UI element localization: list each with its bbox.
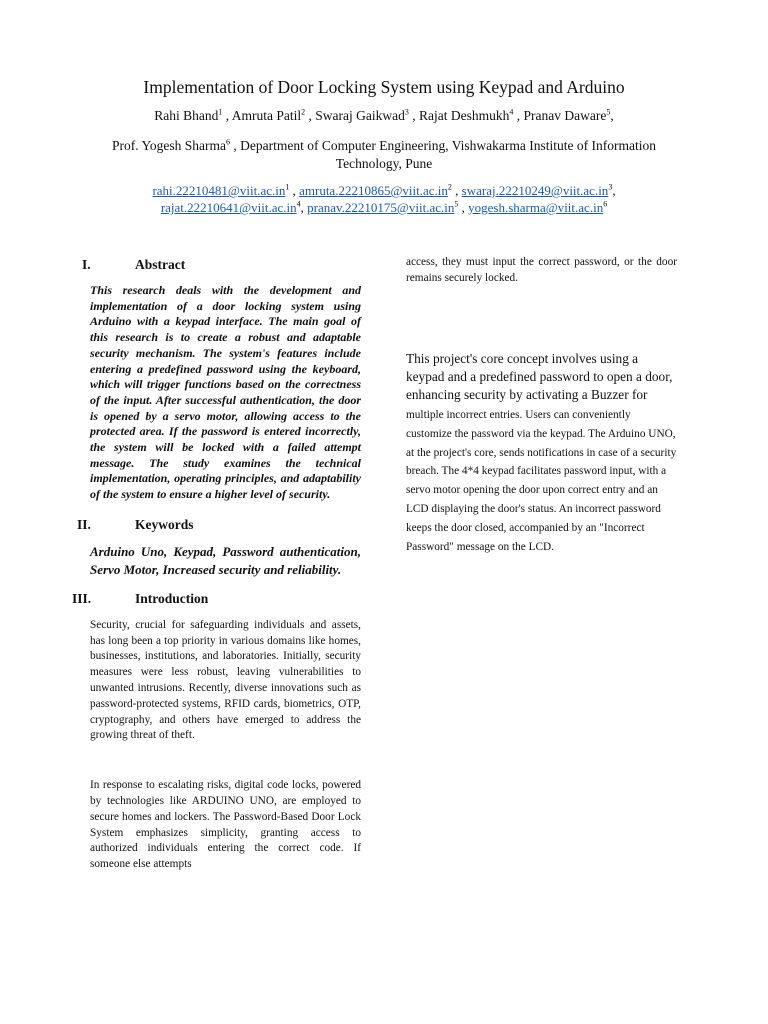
affiliation-sup: 6 bbox=[226, 137, 231, 147]
paper-title: Implementation of Door Locking System using Keypad and Arduino bbox=[143, 77, 625, 97]
author-name: Pranav Daware bbox=[523, 108, 607, 123]
author-name: Rajat Deshmukh bbox=[419, 108, 510, 123]
author-name: Amruta Patil bbox=[231, 108, 302, 123]
concept-paragraph bbox=[406, 350, 677, 556]
email-list: $rahi.22210481@viit.ac.in^1$ , $amruta.22210865@viit.ac.in^2$ , $swaraj.22210249@viit.ac.in^3$, $rajat.22210641@viit.ac.in^4$, $pranav.22210175@viit.ac.in^5$ , $yogesh.sharma@viit.ac.in^6$ bbox=[152, 182, 616, 215]
section-heading-introduction bbox=[72, 589, 361, 609]
section-number: III. bbox=[72, 590, 92, 606]
email-link[interactable]: swaraj.22210249@viit.ac.in bbox=[461, 183, 609, 198]
email-link[interactable]: yogesh.sharma@viit.ac.in bbox=[468, 200, 604, 215]
email-link[interactable]: amruta.22210865@viit.ac.in bbox=[299, 183, 448, 198]
abstract-text: This research deals with the development and implementation of a door locking system using Arduino with a keypad interface. The main goal of this research is to create a robust and adaptable security mechanism. The system's features include entering a predefined password using the keyboard, which will trigger functions based on the correctness of the input. After successful authentication, the door is opened by a servo motor, allowing access to the protected area. If the password is entered incorrectly, the system will be locked with a failed attempt message. The study examines the technical implementation, operating principles, and adaptability of the system to ensure a higher level of security. bbox=[90, 283, 361, 502]
concept-lead: This project's core concept involves using a keypad and a predefined password to open a door, enhancing security by activating a Buzzer for bbox=[406, 350, 673, 402]
section-title: Abstract bbox=[135, 257, 186, 272]
email-link[interactable]: pranav.22210175@viit.ac.in bbox=[307, 200, 455, 215]
author-sup: 4 bbox=[509, 107, 514, 117]
introduction-continuation: access, they must input the correct password, or the door remains securely locked. bbox=[406, 256, 677, 284]
author-list: Rahi Bhand$^1$ , Amruta Patil$^2$ , Swaraj Gaikwad$^3$ , Rajat Deshmukh$^4$ , Pranav Daware$^5$, bbox=[154, 107, 614, 123]
email-sup: 1 bbox=[285, 182, 290, 192]
affiliation bbox=[100, 137, 668, 173]
section-number: I. bbox=[82, 257, 91, 272]
email-sup: 6 bbox=[603, 199, 608, 209]
introduction-paragraph: In response to escalating risks, digital code locks, powered by technologies like ARDUINO UNO, are employed to secure homes and lockers. The Password-Based Door Lock System emphasizes simplicity, granting access to authorized individuals entering the correct code. If someone else attempts bbox=[90, 779, 361, 871]
author-name: Rahi Bhand bbox=[154, 108, 219, 123]
email-link[interactable]: rahi.22210481@viit.ac.in bbox=[152, 183, 286, 198]
email-sup: 3 bbox=[608, 182, 613, 192]
affiliation-text: , Department of Computer Engineering, Vishwakarma Institute of Information Technology, Pune bbox=[230, 138, 656, 171]
email-link[interactable]: rajat.22210641@viit.ac.in bbox=[160, 200, 297, 215]
section-heading-keywords bbox=[77, 515, 361, 535]
author-sup: 3 bbox=[404, 107, 409, 117]
email-sup: 2 bbox=[447, 182, 452, 192]
left-column bbox=[72, 255, 361, 873]
section-number: II. bbox=[77, 516, 91, 532]
keywords-text: Arduino Uno, Keypad, Password authentication, Servo Motor, Increased security and reliability. bbox=[90, 543, 361, 577]
introduction-paragraph: Security, crucial for safeguarding individuals and assets, has long been a top priority in various domains like homes, businesses, institutions, and laboratories. Initially, security measures were less robust, leaving vulnerabilities to unwanted intrusions. Recently, diverse innovations such as password-protected systems, RFID cards, biometrics, OTP, cryptography, and others have emerged to address the growing threat of theft. bbox=[90, 618, 361, 742]
author-sup: 2 bbox=[301, 107, 306, 117]
right-column bbox=[406, 255, 677, 556]
email-sup: 5 bbox=[454, 199, 459, 209]
author-sup: 5 bbox=[606, 107, 611, 117]
concept-rest: multiple incorrect entries. Users can conveniently customize the password via the keypad. The Arduino UNO, at the project's core, sends notifications in case of a security breach. The 4*4 keypad facilitates password input, with a servo motor opening the door upon correct entry and an LCD displaying the door's status. An incorrect password keeps the door closed, accompanied by an "Incorrect Password" message on the LCD. bbox=[406, 408, 677, 554]
author-sup: 1 bbox=[218, 107, 223, 117]
section-title: Keywords bbox=[135, 516, 194, 532]
section-heading-abstract bbox=[82, 255, 361, 275]
section-title: Introduction bbox=[135, 590, 209, 606]
email-sup: 4 bbox=[296, 199, 301, 209]
affiliation-person: Prof. Yogesh Sharma bbox=[112, 138, 227, 153]
author-name: Swaraj Gaikwad bbox=[315, 108, 405, 123]
